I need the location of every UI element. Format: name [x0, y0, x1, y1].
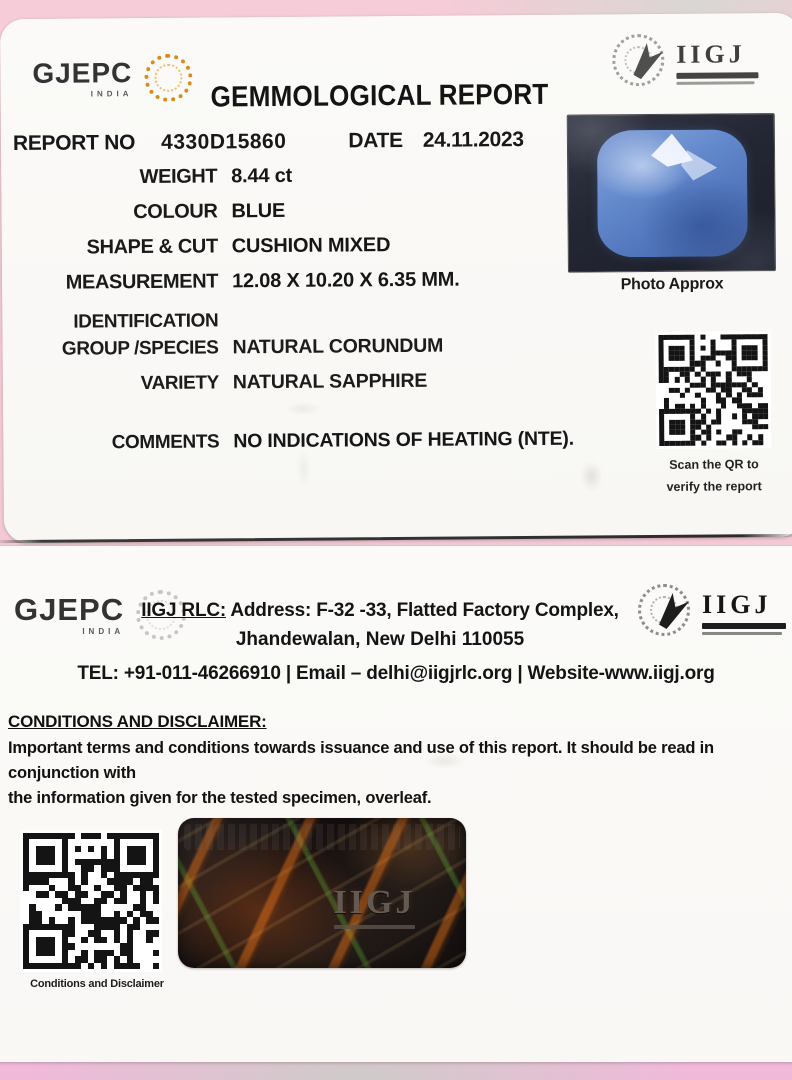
spec-label: SHAPE & CUT	[86, 235, 218, 259]
address-line-1	[120, 600, 640, 622]
spec-row-weight	[1, 157, 561, 196]
gjepc-logo-text: GJEPC INDIA	[32, 56, 133, 98]
spec-row-colour	[1, 192, 561, 231]
variety-value: NATURAL SAPPHIRE	[232, 369, 428, 394]
iigj-logo-bar	[702, 623, 786, 629]
report-no-label: REPORT NO	[12, 131, 136, 156]
qr-caption-line: Scan the QR to	[669, 457, 759, 472]
front-card	[0, 13, 792, 543]
date-label: DATE	[348, 128, 403, 153]
date-value: 24.11.2023	[422, 128, 524, 152]
iigj-burst-icon	[612, 34, 664, 86]
identification-label: IDENTIFICATION	[73, 310, 219, 333]
disclaimer-line: Important terms and conditions towards issuance and use of this report. It should be read in conjunction with	[8, 739, 714, 782]
hologram-sticker	[178, 818, 466, 968]
disclaimer-heading: CONDITIONS AND DISCLAIMER:	[8, 712, 267, 731]
gjepc-dots-icon	[144, 54, 192, 102]
spec-value: 12.08 X 10.20 X 6.35 MM.	[231, 268, 460, 293]
address-block	[120, 600, 640, 651]
comments-label: COMMENTS	[111, 431, 220, 454]
report-title: GEMMOLOGICAL REPORT	[210, 78, 549, 114]
report-no-value: 4330D15860	[160, 129, 287, 154]
iigj-logo	[612, 33, 758, 86]
iigj-logo-text: IIGJ	[676, 33, 758, 85]
spec-value: CUSHION MIXED	[231, 234, 391, 258]
variety-row	[3, 368, 643, 399]
spec-label: MEASUREMENT	[65, 270, 219, 294]
iigj-logo-fineprint	[676, 81, 754, 85]
contact-line: TEL: +91-011-46266910 | Email – delhi@iigjrlc.org | Website-www.iigj.org	[77, 663, 715, 684]
qr-verify-caption	[631, 453, 792, 498]
iigj-flash-icon	[629, 43, 663, 79]
spec-row-shape-cut	[2, 227, 562, 266]
iigj-burst-icon	[638, 584, 690, 636]
back-card	[0, 546, 792, 1062]
qr-code-conditions	[20, 830, 162, 972]
variety-label: VARIETY	[140, 372, 219, 395]
gjepc-logo-subtext: INDIA	[82, 627, 125, 636]
address-line-2: Jhandewalan, New Delhi 110055	[235, 629, 525, 650]
iigj-logo-text: IIGJ	[702, 584, 786, 635]
group-species-value: NATURAL CORUNDUM	[232, 334, 444, 359]
iigj-logo-bar	[676, 72, 758, 79]
iigj-flash-icon	[655, 593, 689, 629]
qr-code-verify	[655, 331, 771, 449]
disclaimer-text	[8, 736, 768, 811]
spec-value: 8.44 ct	[231, 164, 293, 188]
address-text: Address: F-32 -33, Flatted Factory Complex,	[230, 600, 619, 621]
qr-conditions-caption: Conditions and Disclaimer	[30, 978, 164, 990]
hologram-text: IIGJ	[334, 884, 416, 929]
iigj-logo-back	[638, 584, 786, 636]
identification-block	[2, 307, 643, 399]
spec-label: WEIGHT	[139, 165, 218, 189]
spec-table	[1, 157, 562, 301]
gjepc-logo	[32, 54, 192, 103]
iigj-rlc-label: IIGJ RLC:	[141, 600, 226, 621]
spec-label: COLOUR	[133, 200, 218, 224]
spec-row-measurement	[2, 262, 562, 301]
qr-caption-line: verify the report	[666, 479, 762, 494]
gem-photo	[567, 113, 776, 273]
photo-caption: Photo Approx	[620, 275, 724, 294]
spec-value: BLUE	[231, 199, 286, 223]
report-number-row	[13, 128, 524, 156]
gjepc-logo-subtext: INDIA	[90, 88, 133, 98]
iigj-logo-fineprint	[702, 632, 782, 635]
comments-value: NO INDICATIONS OF HEATING (NTE).	[233, 427, 574, 453]
group-species-label: GROUP /SPECIES	[61, 337, 219, 360]
disclaimer-line: the information given for the tested specimen, overleaf.	[8, 789, 432, 807]
gem-image	[597, 129, 748, 257]
gjepc-logo-text: GJEPC INDIA	[14, 592, 125, 636]
comments-row	[3, 428, 574, 455]
